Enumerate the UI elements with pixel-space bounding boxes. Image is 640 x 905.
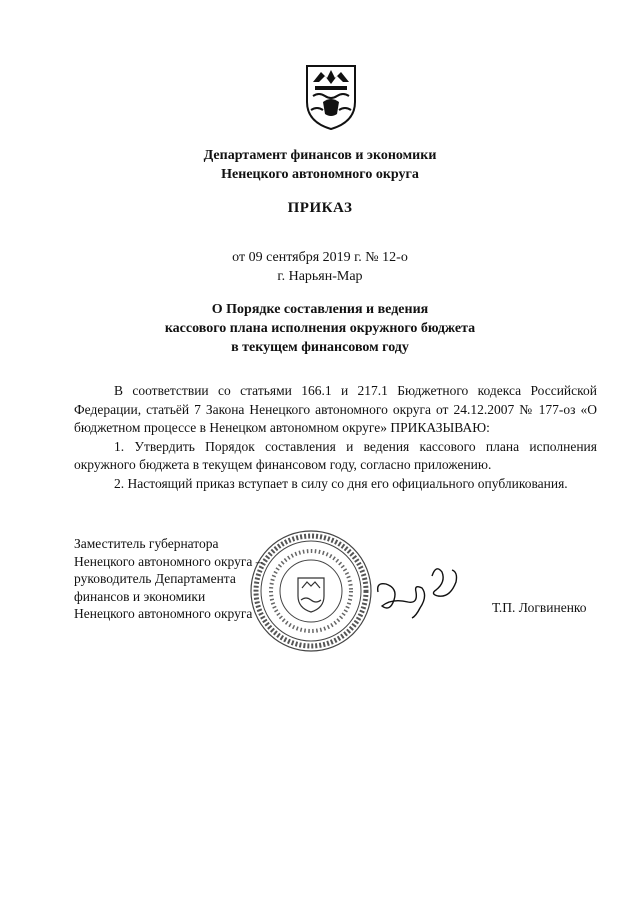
document-date-number: от 09 сентября 2019 г. № 12-о [232, 250, 408, 265]
subject-line1: О Порядке составления и ведения [211, 302, 429, 317]
subject-line2: кассового плана исполнения окружного бюджета [164, 321, 476, 336]
document-type-title: ПРИКАЗ [287, 200, 353, 216]
department-header [0, 146, 640, 184]
position-line2: Ненецкого автономного округа – [74, 553, 263, 569]
official-seal-stamp [248, 528, 374, 654]
signer-name: Т.П. Логвиненко [492, 600, 587, 615]
document-subject [0, 300, 640, 357]
subject-line3: в текущем финансовом году [231, 340, 409, 355]
coat-of-arms-emblem [303, 62, 359, 132]
handwritten-signature [372, 562, 472, 622]
position-line3: руководитель Департамента [74, 571, 236, 586]
position-line5: Ненецкого автономного округа [74, 606, 253, 621]
body-item-2: 2. Настоящий приказ вступает в силу со дня его официального опубликования. [114, 475, 568, 491]
department-name-line1: Департамент финансов и экономики [203, 148, 437, 163]
signature-position-block [74, 535, 262, 623]
body-preamble: В соответствии со статьями 166.1 и 217.1 Бюджетного кодекса Российской Федерации, статьёй 7 Закона Ненецкого автономного округа от 24.12.2007 № 177-оз «О бюджетном процессе в Ненецком автономном округе» ПРИКАЗЫВАЮ: [74, 383, 597, 435]
document-date-block [0, 248, 640, 286]
body-item-1: 1. Утвердить Порядок составления и ведения кассового плана исполнения окружного бюджета в текущем финансовом году, согласно приложению. [74, 438, 597, 472]
position-line4: финансов и экономики [74, 588, 206, 604]
position-line1: Заместитель губернатора [74, 536, 219, 551]
document-place: г. Нарьян-Мар [277, 269, 363, 284]
document-body [74, 382, 597, 493]
department-name-line2: Ненецкого автономного округа [221, 167, 419, 182]
